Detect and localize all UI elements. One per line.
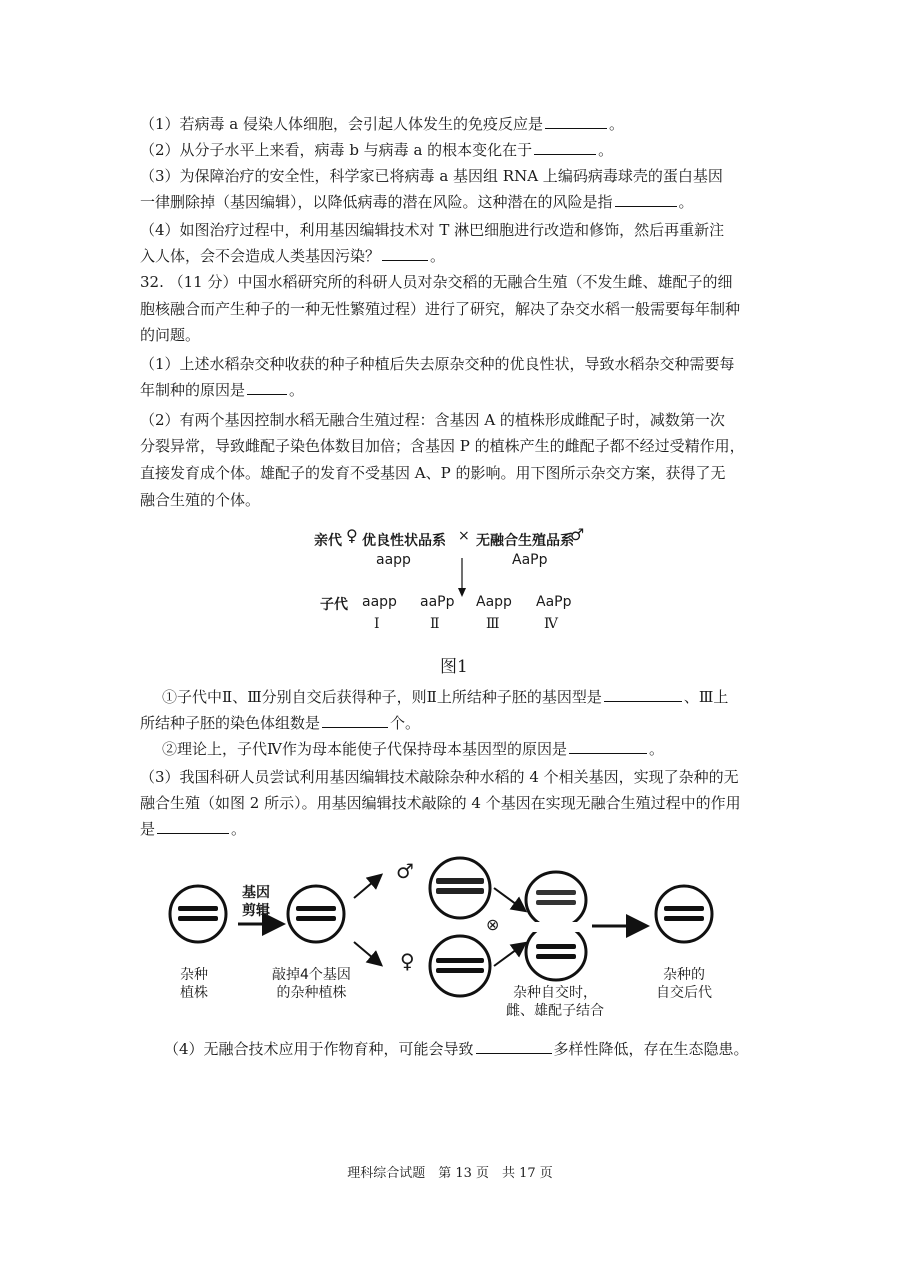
- q1-line: （1）若病毒 a 侵染人体细胞，会引起人体发生的免疫反应是 。: [140, 115, 625, 133]
- offspring-genotype-3: Aapp: [476, 594, 512, 610]
- q32-1-line2: 年制种的原因是 。: [140, 381, 305, 399]
- q32-2-line1: （2）有两个基因控制水稻无融合生殖过程：含基因 A 的植株形成雌配子时，减数第一次: [140, 411, 725, 429]
- to-female-gamete-arrow: [354, 942, 380, 964]
- self-fertilization-label: 杂种自交时， 雌、雄配子结合: [506, 985, 604, 1019]
- q2-line: （2）从分子水平上来看，病毒 b 与病毒 a 的根本变化在于 。: [140, 141, 614, 159]
- q4-line2: 入人体，会不会造成人类基因污染？ 。: [140, 247, 446, 265]
- answer-blank[interactable]: [615, 192, 677, 207]
- male-fusion-arrow: [494, 888, 524, 910]
- q32-line3: 的问题。: [140, 326, 201, 344]
- answer-blank[interactable]: [604, 687, 682, 702]
- figure-1-cross-diagram: [300, 524, 620, 640]
- q4-line1: （4）如图治疗过程中，利用基因编辑技术对 T 淋巴细胞进行改造和修饰，然后再重新注: [140, 221, 725, 239]
- page-footer: 理科综合试题 第 13 页 共 17 页: [347, 1166, 553, 1181]
- parent-generation-label: 亲代: [314, 533, 342, 549]
- female-gamete-cell-icon: [430, 936, 490, 996]
- offspring-cell-icon: [656, 886, 712, 942]
- figure-1-caption: 图1: [440, 657, 468, 677]
- male-genotype: AaPp: [512, 552, 548, 568]
- hybrid-plant-label: 杂种 植株: [180, 967, 208, 1001]
- q32-2-sub1-line2: 所结种子胚的染色体组数是 个。: [140, 714, 421, 732]
- gene-edit-label: 基因 剪辑: [242, 885, 270, 919]
- male-symbol: ♂: [396, 859, 414, 883]
- to-male-gamete-arrow: [354, 876, 380, 898]
- female-fusion-arrow: [494, 944, 524, 966]
- zygote-cell-icon: [526, 872, 586, 980]
- figure-2-process-diagram: [168, 848, 728, 1028]
- self-cross-symbol: ⊗: [486, 915, 500, 934]
- hybrid-plant-cell-icon: [170, 886, 226, 942]
- answer-blank[interactable]: [247, 380, 287, 395]
- offspring-numeral-2: Ⅱ: [430, 616, 440, 632]
- answer-blank[interactable]: [569, 739, 647, 754]
- q32-4-line: （4）无融合技术应用于作物育种，可能会导致 多样性降低，存在生态隐患。: [164, 1040, 749, 1058]
- answer-blank[interactable]: [322, 713, 388, 728]
- offspring-genotype-1: aapp: [362, 594, 397, 610]
- edited-plant-label: 敲掉4个基因 的杂种植株: [272, 967, 351, 1001]
- q32-3-line1: （3）我国科研人员尝试利用基因编辑技术敲除杂种水稻的 4 个相关基因，实现了杂种的无: [140, 768, 739, 786]
- offspring-generation-label: 子代: [320, 597, 348, 613]
- offspring-genotype-2: aaPp: [420, 594, 455, 610]
- q32-3-line3: 是 。: [140, 820, 247, 838]
- down-arrow-icon: [456, 558, 468, 598]
- q3-line2: 一律删除掉（基因编辑），以降低病毒的潜在风险。这种潜在的风险是指 。: [140, 193, 694, 211]
- male-gamete-cell-icon: [430, 858, 490, 918]
- answer-blank[interactable]: [534, 140, 596, 155]
- edited-plant-cell-icon: [288, 886, 344, 942]
- q32-2-line3: 直接发育成个体。雄配子的发育不受基因 A、P 的影响。用下图所示杂交方案，获得了无: [140, 464, 726, 482]
- answer-blank[interactable]: [476, 1039, 552, 1054]
- answer-blank[interactable]: [382, 246, 428, 261]
- q32-2-line2: 分裂异常，导致雌配子染色体数目加倍；含基因 P 的植株产生的雌配子都不经过受精作用，: [140, 437, 745, 455]
- figure-2-drawing: [168, 848, 728, 1028]
- offspring-label: 杂种的 自交后代: [656, 967, 712, 1001]
- q32-2-line4: 融合生殖的个体。: [140, 491, 261, 509]
- answer-blank[interactable]: [157, 819, 229, 834]
- q32-line1: 32. （11 分）中国水稻研究所的科研人员对杂交稻的无融合生殖（不发生雌、雄配子的细: [140, 273, 733, 291]
- female-symbol: ♀: [400, 949, 415, 973]
- cross-symbol: ×: [458, 528, 470, 544]
- offspring-numeral-3: Ⅲ: [486, 616, 500, 632]
- female-symbol: ♀: [346, 526, 358, 545]
- q32-3-line2: 融合生殖（如图 2 所示）。用基因编辑技术敲除的 4 个基因在实现无融合生殖过程中的作用: [140, 794, 741, 812]
- offspring-numeral-1: Ⅰ: [374, 616, 380, 632]
- q32-1-line1: （1）上述水稻杂交种收获的种子种植后失去原杂交种的优良性状，导致水稻杂交种需要每: [140, 355, 735, 373]
- male-line-label: 无融合生殖品系: [476, 533, 574, 549]
- answer-blank[interactable]: [545, 114, 607, 129]
- female-genotype: aapp: [376, 552, 411, 568]
- male-symbol: ♂: [570, 525, 585, 544]
- offspring-numeral-4: Ⅳ: [544, 616, 558, 632]
- female-line-label: 优良性状品系: [362, 533, 446, 549]
- q3-line1: （3）为保障治疗的安全性，科学家已将病毒 a 基因组 RNA 上编码病毒球壳的蛋白基因: [140, 167, 723, 185]
- q32-2-sub2-line: ②理论上，子代Ⅳ作为母本能使子代保持母本基因型的原因是 。: [162, 740, 665, 758]
- q32-2-sub1-line1: ①子代中Ⅱ、Ⅲ分别自交后获得种子，则Ⅱ上所结种子胚的基因型是 、Ⅲ上: [162, 688, 729, 706]
- offspring-genotype-4: AaPp: [536, 594, 572, 610]
- q32-line2: 胞核融合而产生种子的一种无性繁殖过程）进行了研究，解决了杂交水稻一般需要每年制种: [140, 300, 741, 318]
